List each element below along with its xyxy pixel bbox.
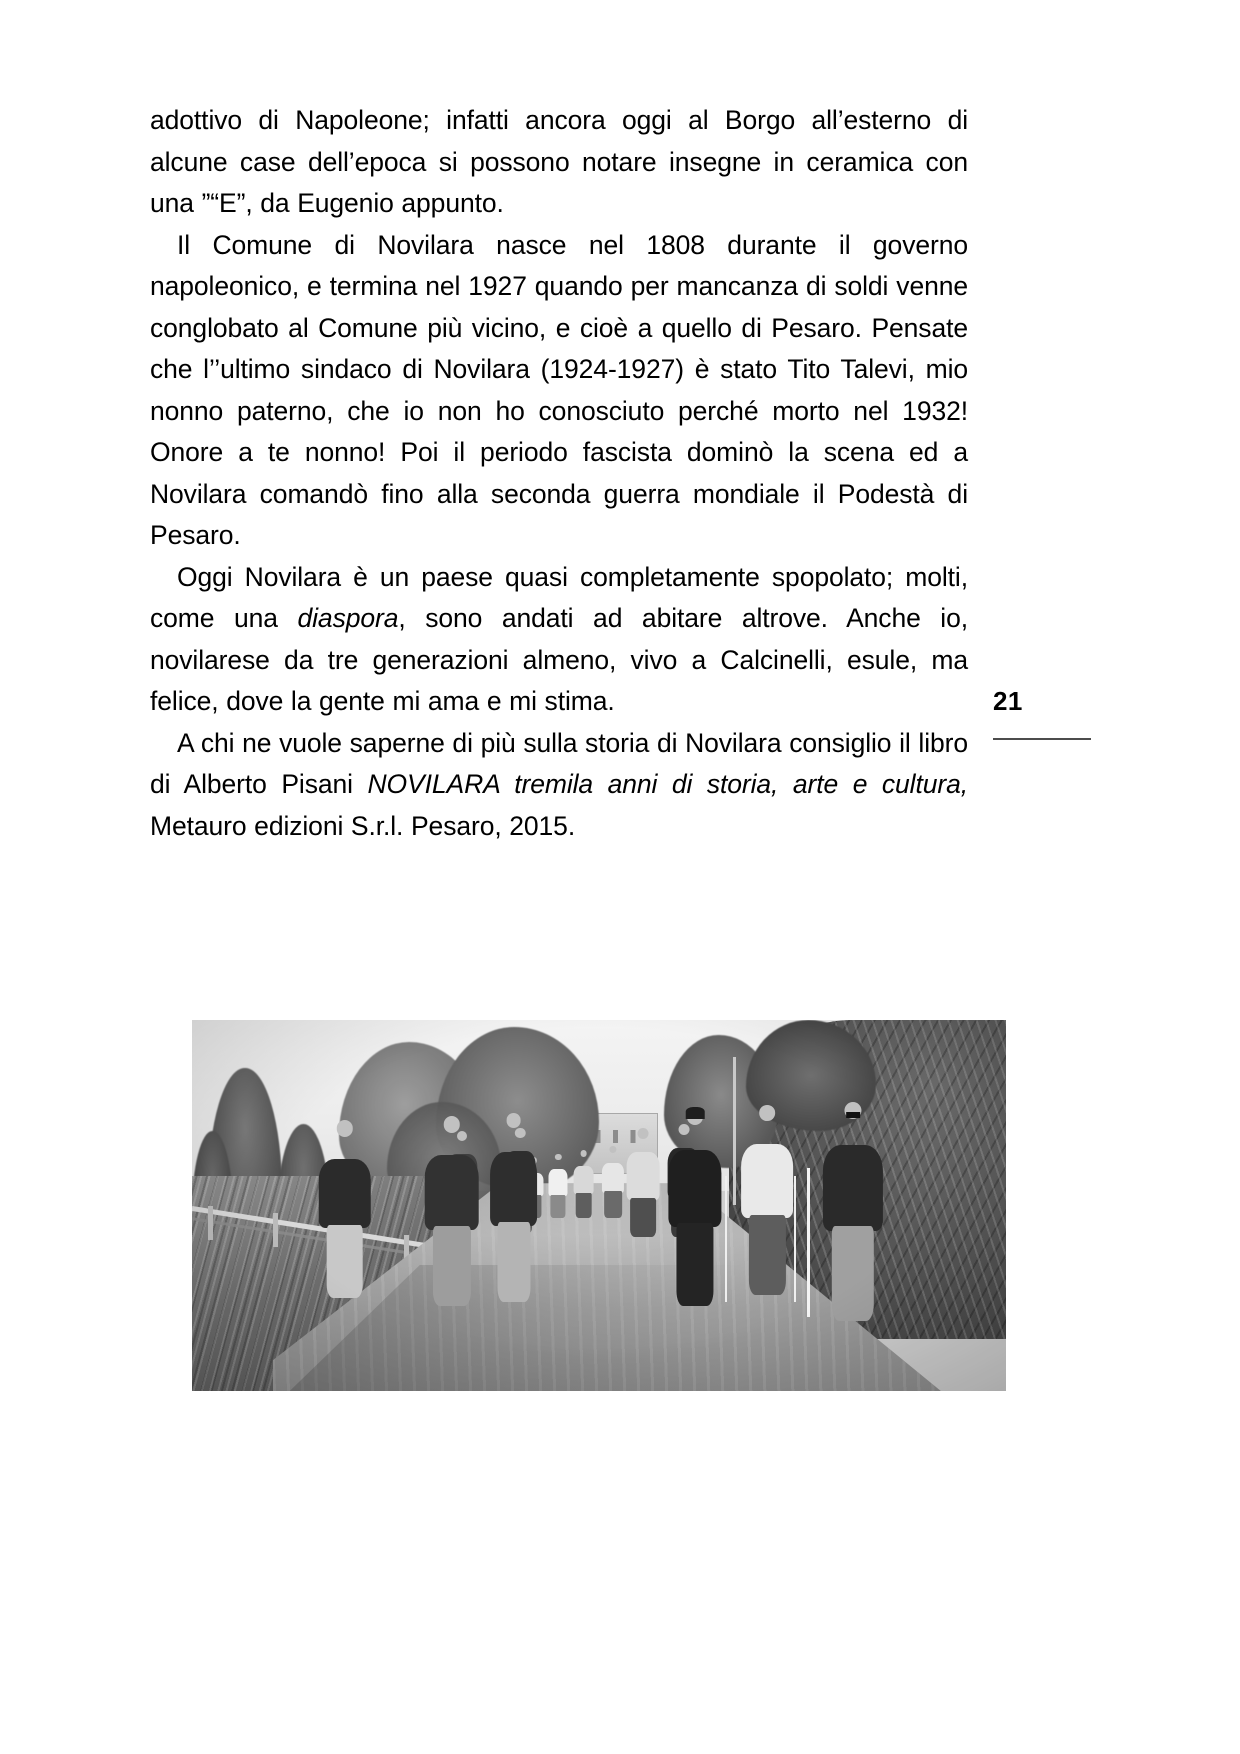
photo-walker-distant-3	[571, 1150, 597, 1217]
paragraph-3-lead: Oggi Novilara è un paese quasi completamente spopolato; molti, come una	[150, 561, 968, 633]
photo-walker-front-center	[485, 1113, 542, 1299]
photo-utility-pole	[733, 1057, 736, 1205]
paragraph-3-tail: , sono andati ad abitare altrove. Anche io, novilarese da tre generazioni almeno, vivo a Calcinelli, esule, ma felice, dove la gente mi ama e mi stima.	[150, 603, 968, 716]
photo-walker-front-right	[819, 1102, 887, 1317]
photo-railing-post-1	[208, 1206, 213, 1240]
paragraph-4-lead: A chi ne vuole saperne di più sulla storia di Novilara consiglio il libro di Alberto Pisani	[150, 727, 968, 799]
book-title-italic: NOVILARA tremila anni di storia, arte e cultura,	[367, 769, 968, 799]
paragraph-3	[150, 557, 968, 723]
paragraph-2: Il Comune di Novilara nasce nel 1808 durante il governo napoleonico, e termina nel 1927 quando per mancanza di soldi venne conglobato al Comune più vicino, e cioè a quello di Pesaro. Pensate che l’’ultimo sindaco di Novilara (1924-1927) è stato Tito Talevi, mio nonno paterno, che io non ho conosciuto perché morto nel 1932! Onore a te nonno! Poi il periodo fascista dominò la scena ed a Novilara comandò fino alla seconda guerra mondiale il Podestà di Pesaro.	[150, 229, 968, 550]
paragraph-3-italic-term: diaspora	[297, 603, 399, 633]
photograph	[192, 1020, 1006, 1391]
photo-walker-front-white-jacket	[737, 1105, 797, 1291]
paragraph-1: adottivo di Napoleone; infatti ancora oggi al Borgo all’esterno di alcune case dell’epoca si possono notare insegne in ceramica con una ”“E”, da Eugenio appunto.	[150, 105, 968, 218]
photo-walker-front-cap	[664, 1109, 726, 1302]
photo-walker-distant-2	[546, 1154, 570, 1217]
photo-walking-pole-1	[725, 1176, 727, 1302]
photo-canvas	[192, 1020, 1006, 1391]
folio	[993, 686, 1093, 740]
photo-walker-mid-3	[623, 1128, 662, 1236]
paragraph-4-tail: Metauro edizioni S.r.l. Pesaro, 2015.	[150, 810, 576, 841]
photo-walker-cap	[686, 1107, 705, 1119]
photo-walking-pole-3	[807, 1168, 810, 1316]
page-number: 21	[993, 686, 1023, 716]
photo-walker-front-left	[314, 1120, 375, 1294]
photo-railing-post-2	[273, 1213, 278, 1247]
paragraph-4	[150, 723, 968, 848]
photo-walking-pole-2	[794, 1176, 796, 1302]
text-column	[150, 100, 968, 847]
folio-rule	[993, 738, 1091, 740]
photo-walker-front-center-left	[420, 1116, 483, 1302]
photo-walker-sunglasses	[846, 1112, 860, 1117]
